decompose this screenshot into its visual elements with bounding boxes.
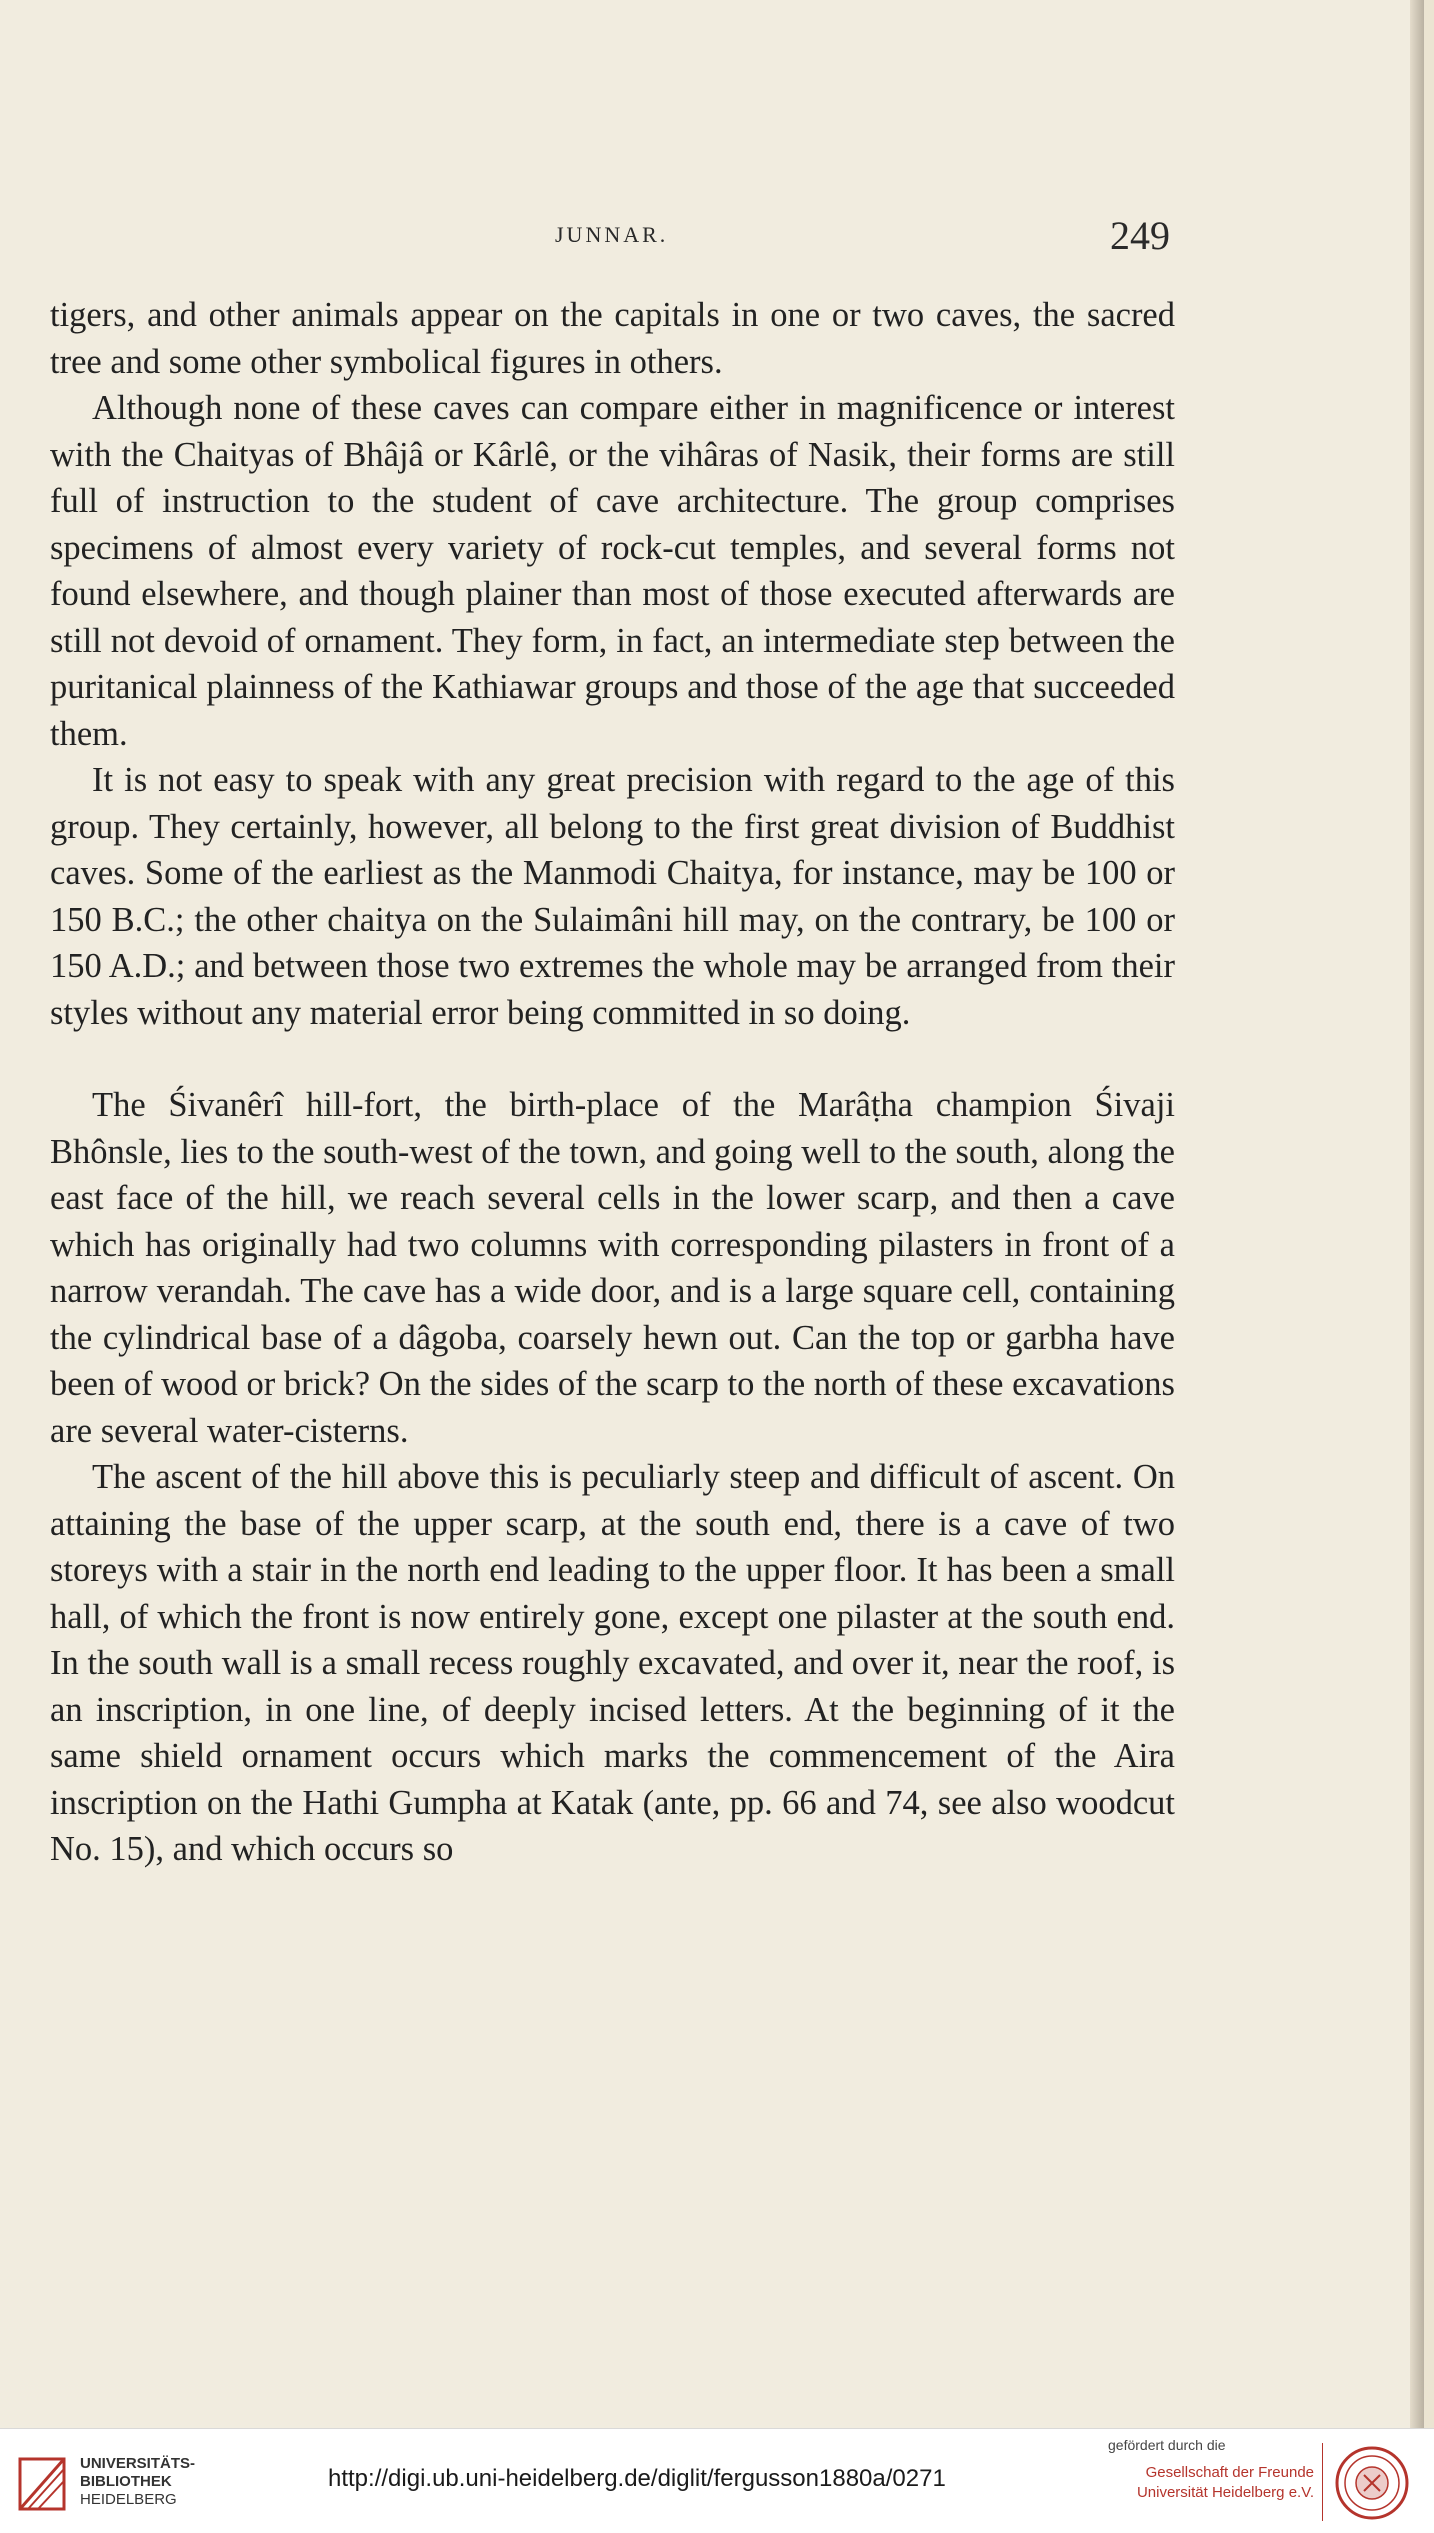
paragraph-sivaneri: The Śivanêrî hill-fort, the birth-place of the Marâṭha champion Śivaji Bhônsle, lies to the south-west of the town, and going well to the south, along the east face of the hill, we reach several cells in the lower scarp, and then a cave which has originally had two columns with corresponding pilasters in front of a narrow verandah. The cave has a wide door, and is a large square cell, containing the cylindrical base of a dâgoba, coarsely hewn out. Can the top or garbha have been of wood or brick? On the sides of the scarp to the north of these excavations are several water-cisterns. — [50, 1086, 1175, 1450]
page-number: 249 — [1110, 213, 1170, 258]
university-library-logo-icon — [18, 2453, 66, 2513]
page-edge-shadow — [1410, 0, 1424, 2428]
library-name-line-3: HEIDELBERG — [80, 2491, 177, 2508]
running-title: JUNNAR. — [555, 222, 669, 247]
university-seal-icon — [1334, 2445, 1410, 2521]
sponsor-name-line-2: Universität Heidelberg e.V. — [1136, 2484, 1314, 2501]
permalink-url[interactable]: http://digi.ub.uni-heidelberg.de/diglit/fergusson1880a/0271 — [328, 2465, 946, 2492]
body-text — [50, 292, 1175, 1873]
sponsor-note: gefördert durch die — [1108, 2437, 1226, 2453]
sponsor-name — [1068, 2463, 1314, 2503]
page-header — [0, 212, 1200, 262]
paragraph-ascent: The ascent of the hill above this is peculiarly steep and difficult of ascent. On attaining the base of the upper scarp, at the south end, there is a cave of two storeys with a stair in the north end leading to the upper floor. It has been a small hall, of which the front is now entirely gone, except one pilaster at the south end. In the south wall is a small recess roughly excavated, and over it, near the roof, is an inscription, in one line, of deeply incised letters. At the beginning of it the same shield ornament occurs which marks the commencement of the Aira inscription on the Hathi Gumpha at Katak (ante, pp. 66 and 74, see also woodcut No. 15), and which occurs so — [50, 1458, 1175, 1868]
sponsor-divider — [1322, 2443, 1323, 2521]
university-library-name — [80, 2455, 195, 2509]
section-gap — [50, 1036, 1175, 1082]
viewer-footer — [0, 2428, 1434, 2533]
paragraph-architecture: Although none of these caves can compare either in magnificence or interest with the Chaityas of Bhâjâ or Kârlê, or the vihâras of Nasik, their forms are still full of instruction to the student of cave architecture. The group comprises specimens of almost every variety of rock-cut temples, and several forms not found elsewhere, and though plainer than most of those executed afterwards are still not devoid of ornament. They form, in fact, an intermediate step between the puritanical plainness of the Kathiawar groups and those of the age that succeeded them. — [50, 389, 1175, 753]
sponsor-name-line-1: Gesellschaft der Freunde — [1145, 2464, 1314, 2481]
paragraph-continuation: tigers, and other animals appear on the capitals in one or two caves, the sacred tree and some other symbolical figures in others. — [50, 296, 1175, 381]
library-name-line-1: UNIVERSITÄTS- — [80, 2455, 196, 2472]
library-name-line-2: BIBLIOTHEK — [80, 2473, 172, 2490]
paragraph-age: It is not easy to speak with any great precision with regard to the age of this group. They certainly, however, all belong to the first great division of Buddhist caves. Some of the earliest as the Manmodi Chaitya, for instance, may be 100 or 150 B.C.; the other chaitya on the Sulaimâni hill may, on the contrary, be 100 or 150 A.D.; and between those two extremes the whole may be arranged from their styles without any material error being committed in so doing. — [50, 761, 1175, 1032]
